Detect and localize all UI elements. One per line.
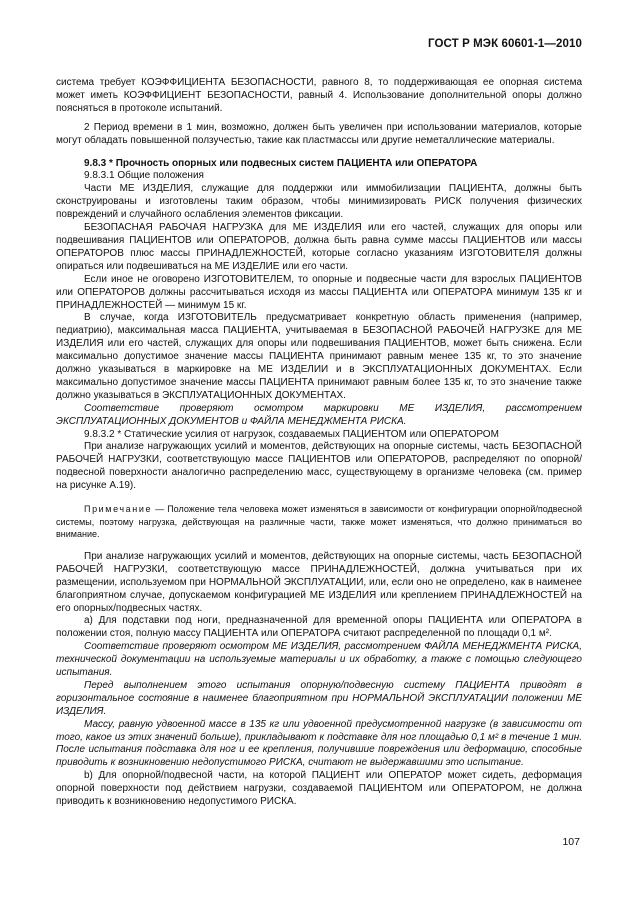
- paragraph: система требует КОЭФФИЦИЕНТА БЕЗОПАСНОСТИ, равного 8, то поддерживающая ее опорная система может иметь КОЭФФИЦИЕНТ БЕЗОПАСНОСТИ, равный 4. Использование дополнительной опоры должно поясняться в протоколе испытаний.: [56, 77, 582, 114]
- section-heading: 9.8.3 * Прочность опорных или подвесных систем ПАЦИЕНТА или ОПЕРАТОРА: [84, 157, 478, 169]
- paragraph: a) Для подставки под ноги, предназначенной для временной опоры ПАЦИЕНТА или ОПЕРАТОРА в положении стоя, полную массу ПАЦИЕНТА или ОПЕРАТОРА считают распределенной по площади 0,1 м².: [56, 615, 582, 640]
- subsection-heading: 9.8.3.2 * Статические усилия от нагрузок, создаваемых ПАЦИЕНТОМ или ОПЕРАТОРОМ: [84, 428, 499, 440]
- document-header: ГОСТ Р МЭК 60601-1—2010: [428, 38, 582, 50]
- note-text: — Положение тела человека может изменяться в зависимости от конфигурации опорной/подвесной системы, поэтому нагрузка, действующая на различные части, также может изменяться, что должно приниматься во внимание.: [56, 504, 582, 540]
- paragraph: В случае, когда ИЗГОТОВИТЕЛЬ предусматривает конкретную область применения (например, педиатрию), максимальная масса ПАЦИЕНТА, учитываемая в БЕЗОПАСНОЙ РАБОЧЕЙ НАГРУЗКЕ для МЕ ИЗДЕЛИЯ или его частей, служащих для опоры или подвешивания ПАЦИЕНТОВ, может быть снижена. Если максимально допустимое значение массы ПАЦИЕНТА принимают равным менее 135 кг, то это значение должно указываться в маркировке на МЕ ИЗДЕЛИИ и в ЭКСПЛУАТАЦИОННЫХ ДОКУМЕНТАХ. Если максимально допустимое значение массы ПАЦИЕНТА принимают равным более 135 кг, то это значение также должно указываться в ЭКСПЛУАТАЦИОННЫХ ДОКУМЕНТАХ.: [56, 312, 582, 401]
- compliance-paragraph: Соответствие проверяют осмотром маркировки МЕ ИЗДЕЛИЯ, рассмотрением ЭКСПЛУАТАЦИОННЫХ ДОКУМЕНТОВ и ФАЙЛА МЕНЕДЖМЕНТА РИСКА.: [56, 402, 582, 427]
- paragraph: 2 Период времени в 1 мин, возможно, должен быть увеличен при использовании материалов, которые могут обладать повышенной ползучестью, такие как пластмассы или другие неметаллические материалы.: [56, 121, 582, 146]
- paragraph: Части МЕ ИЗДЕЛИЯ, служащие для поддержки или иммобилизации ПАЦИЕНТА, должны быть сконструированы и изготовлены таким образом, чтобы минимизировать РИСК получения физических повреждений и случайного ослабления элементов фиксации.: [56, 183, 582, 221]
- paragraph: БЕЗОПАСНАЯ РАБОЧАЯ НАГРУЗКА для МЕ ИЗДЕЛИЯ или его частей, служащих для опоры или подвешивания ПАЦИЕНТОВ или ОПЕРАТОРОВ, должна быть равна сумме массы ПАЦИЕНТОВ или массы ОПЕРАТОРОВ плюс массы ПРИНАДЛЕЖНОСТЕЙ, которые согласно указаниям ИЗГОТОВИТЕЛЯ должны опираться или подвешиваться на МЕ ИЗДЕЛИЕ или его части.: [56, 222, 582, 272]
- note-label: Примечание: [84, 504, 153, 515]
- paragraph: b) Для опорной/подвесной части, на которой ПАЦИЕНТ или ОПЕРАТОР может сидеть, деформация опорной поверхности под действием нагрузки, создаваемой ПАЦИЕНТОМ или ОПЕРАТОРОМ, не должна приводить к возникновению недопустимого РИСКА.: [56, 770, 582, 808]
- note: [56, 503, 582, 541]
- test-paragraph: Массу, равную удвоенной массе в 135 кг или удвоенной предусмотренной нагрузке (в зависимости от того, какое из этих значений больше), прикладывают к подставке для ног площадью 0,1 м² в течение 1 мин. После испытания подставка для ног и ее крепления, получившие повреждения или деформацию, способные приводить к возникновению недопустимого РИСКА, считают не выдержавшими это испытание.: [56, 718, 582, 769]
- subsection-heading: 9.8.3.1 Общие положения: [84, 170, 204, 182]
- paragraph: Если иное не оговорено ИЗГОТОВИТЕЛЕМ, то опорные и подвесные части для взрослых ПАЦИЕНТОВ или ОПЕРАТОРОВ должны рассчитываться исходя из массы ПАЦИЕНТА или ОПЕРАТОРА минимум 135 кг и ПРИНАДЛЕЖНОСТЕЙ — минимум 15 кг.: [56, 273, 582, 311]
- paragraph: При анализе нагружающих усилий и моментов, действующих на опорные системы, часть БЕЗОПАСНОЙ РАБОЧЕЙ НАГРУЗКИ, соответствующую массе ПРИНАДЛЕЖНОСТЕЙ, должна учитываться при их размещении, используемом при НОРМАЛЬНОЙ ЭКСПЛУАТАЦИИ, или, если оно не определено, как в наименее благоприятном случае, допускаемом конфигурацией МЕ ИЗДЕЛИЯ или креплением ПРИНАДЛЕЖНОСТЕЙ на его опорных/подвесных частях.: [56, 550, 582, 614]
- test-paragraph: Перед выполнением этого испытания опорную/подвесную систему ПАЦИЕНТА приводят в горизонтальное состояние в наименее благоприятном при НОРМАЛЬНОЙ ЭКСПЛУАТАЦИИ положении МЕ ИЗДЕЛИЯ.: [56, 679, 582, 717]
- compliance-paragraph: Соответствие проверяют осмотром МЕ ИЗДЕЛИЯ, рассмотрением ФАЙЛА МЕНЕДЖМЕНТА РИСКА, технической документации на используемые материалы и их обработку, а также с помощью следующего испытания.: [56, 641, 582, 679]
- document-body: [56, 77, 582, 809]
- paragraph: При анализе нагружающих усилий и моментов, действующих на опорные системы, часть БЕЗОПАСНОЙ РАБОЧЕЙ НАГРУЗКИ, соответствующую массе ПАЦИЕНТОВ или ОПЕРАТОРОВ, распределяют по опорной/подвесной поверхности аналогично распределению масс, существующему в организме человека (см. пример на рисунке А.19).: [56, 441, 582, 492]
- page-number: 107: [562, 836, 580, 848]
